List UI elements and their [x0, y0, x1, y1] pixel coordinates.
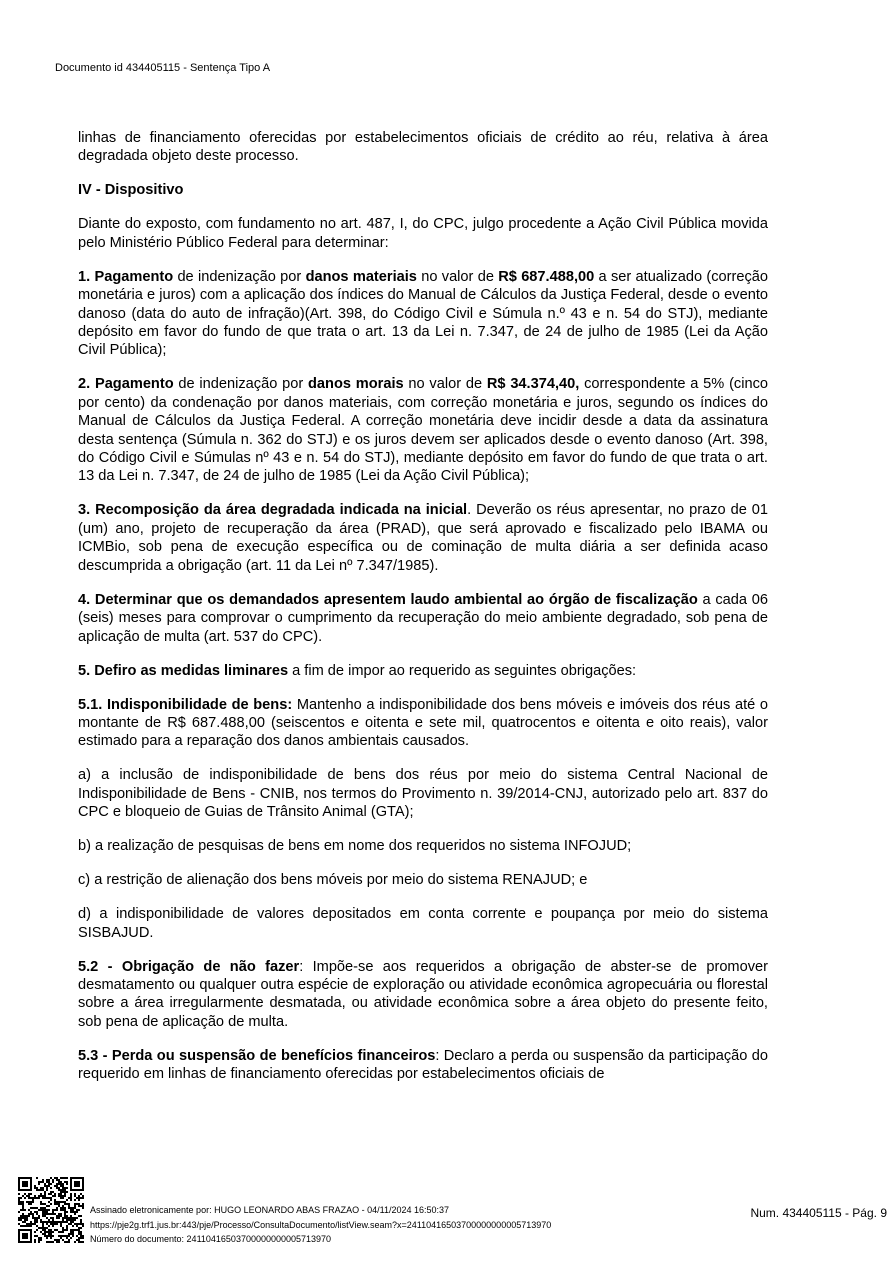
item-2-amount: R$ 34.374,40, [486, 376, 580, 393]
item-5-text: a fim de impor ao requerido as seguintes obrigações: [288, 662, 637, 679]
item-4 [78, 591, 768, 646]
item-3 [78, 501, 768, 575]
item-2-lead: 2. Pagamento [78, 376, 174, 393]
qr-code-icon [18, 1177, 84, 1243]
item-3-lead: 3. Recomposição da área degradada indicada na inicial [78, 502, 468, 519]
item-5-1-text: Mantenho a indisponibilidade dos bens móveis e imóveis dos réus até o montante de R$ 687.488,00 (seiscentos e oitenta e sete mil, quatrocentos e oitenta e oito reais), valor estimado para a reparação dos danos ambientais causados. [78, 696, 769, 750]
signed-by: Assinado eletronicamente por: HUGO LEONARDO ABAS FRAZAO - 04/11/2024 16:50:37 [90, 1205, 450, 1215]
item-5-3 [78, 1047, 768, 1084]
item-5-2-lead: 5.2 - Obrigação de não fazer [78, 958, 300, 975]
item-1-lead: 1. Pagamento [78, 268, 174, 285]
paragraph-intro: linhas de financiamento oferecidas por estabelecimentos oficiais de crédito ao réu, relativa à área degradada objeto deste processo. [78, 130, 768, 165]
item-2-text-a: de indenização por [173, 376, 308, 393]
item-2-bold-a: danos morais [308, 376, 404, 393]
item-4-text: a cada 06 (seis) meses para comprovar o cumprimento da recuperação do meio ambiente degradado, sob pena de aplicação de multa (art. 537 do CPC). [78, 591, 768, 645]
document-url[interactable]: https://pje2g.trf1.jus.br:443/pje/Processo/ConsultaDocumento/listView.seam?x=24110416503700000000005713970 [90, 1219, 552, 1230]
item-b: b) a realização de pesquisas de bens em nome dos requeridos no sistema INFOJUD; [78, 838, 632, 855]
item-1-text-c: a ser atualizado (correção monetária e juros) com a aplicação dos índices do Manual de Cálculos da Justiça Federal, desde o evento danoso (data do auto de infração)(Art. 398, do Código Civil e Súmula n.º 43 e n. 54 do STJ), mediante depósito em favor do fundo de que trata o art. 13 da Lei n. 7.347, de 24 de julho de 1985 (Lei da Ação Civil Pública); [78, 268, 768, 359]
document-id-header: Documento id 434405115 - Sentença Tipo A [55, 62, 271, 74]
item-1-amount: R$ 687.488,00 [498, 268, 595, 285]
item-1 [78, 268, 768, 360]
paragraph-dispositivo: Diante do exposto, com fundamento no art. 487, I, do CPC, julgo procedente a Ação Civil Pública movida pelo Ministério Público Federal para determinar: [78, 216, 768, 251]
section-title [78, 181, 768, 199]
section-title-text: IV - Dispositivo [78, 182, 184, 199]
document-number: Número do documento: 24110416503700000000005713970 [90, 1234, 332, 1244]
item-c: c) a restrição de alienação dos bens móveis por meio do sistema RENAJUD; e [78, 872, 588, 889]
page-number: Num. 434405115 - Pág. 9 [750, 1206, 887, 1220]
item-5-1 [78, 696, 768, 751]
item-1-text-a: de indenização por [173, 268, 306, 285]
item-2 [78, 375, 768, 485]
item-5-2-text: : Impõe-se aos requeridos a obrigação de abster-se de promover desmatamento ou qualquer outra espécie de exploração ou atividade econômica agropecuária ou florestal sobre a área irregularmente desmatada, ou atividade econômica sobre a área objeto do presente feito, sob pena de aplicação de multa. [78, 958, 768, 1030]
electronic-signature [90, 1203, 551, 1247]
item-3-text: . Deverão os réus apresentar, no prazo de 01 (um) ano, projeto de recuperação da área (PRAD), que será aprovado e fiscalizado pelo IBAMA ou ICMBio, sob pena de execução específica ou de cominação de multa diária a ser definida acaso descumprida a obrigação (art. 11 da Lei nº 7.347/1985). [78, 502, 768, 574]
item-5-lead: 5. Defiro as medidas liminares [78, 662, 289, 679]
item-5-1-lead: 5.1. Indisponibilidade de bens: [78, 696, 293, 713]
document-body [78, 129, 768, 1099]
item-1-text-b: no valor de [416, 268, 499, 285]
item-4-lead: 4. Determinar que os demandados apresentem laudo ambiental ao órgão de fiscalização [78, 591, 698, 608]
item-d: d) a indisponibilidade de valores depositados em conta corrente e poupança por meio do sistema SISBAJUD. [78, 906, 768, 941]
item-5-3-lead: 5.3 - Perda ou suspensão de benefícios financeiros [78, 1047, 436, 1064]
item-5 [78, 662, 768, 680]
item-1-bold-a: danos materiais [305, 268, 417, 285]
item-5-3-text: : Declaro a perda ou suspensão da participação do requerido em linhas de financiamento oferecidas por estabelecimentos oficiais de [78, 1047, 768, 1083]
item-2-text-b: no valor de [403, 376, 487, 393]
item-a: a) a inclusão de indisponibilidade de bens dos réus por meio do sistema Central Nacional de Indisponibilidade de Bens - CNIB, nos termos do Provimento n. 39/2014-CNJ, autorizado pelo art. 837 do CPC e bloqueio de Guias de Trânsito Animal (GTA); [78, 767, 768, 821]
item-2-text-c: correspondente a 5% (cinco por cento) da condenação por danos materiais, com correção monetária e juros, segundo os índices do Manual de Cálculos da Justiça Federal. A correção monetária deve incidir desde a data da assinatura desta sentença (Súmula n. 362 do STJ) e os juros devem ser aplicados desde o evento danoso (Art. 398, do Código Civil e Súmulas nº 43 e n. 54 do STJ), mediante depósito em favor do fundo de que trata o art. 13 da Lei n. 7.347, de 24 de julho de 1985 (Lei da Ação Civil Pública); [78, 376, 768, 485]
item-5-2 [78, 958, 768, 1032]
